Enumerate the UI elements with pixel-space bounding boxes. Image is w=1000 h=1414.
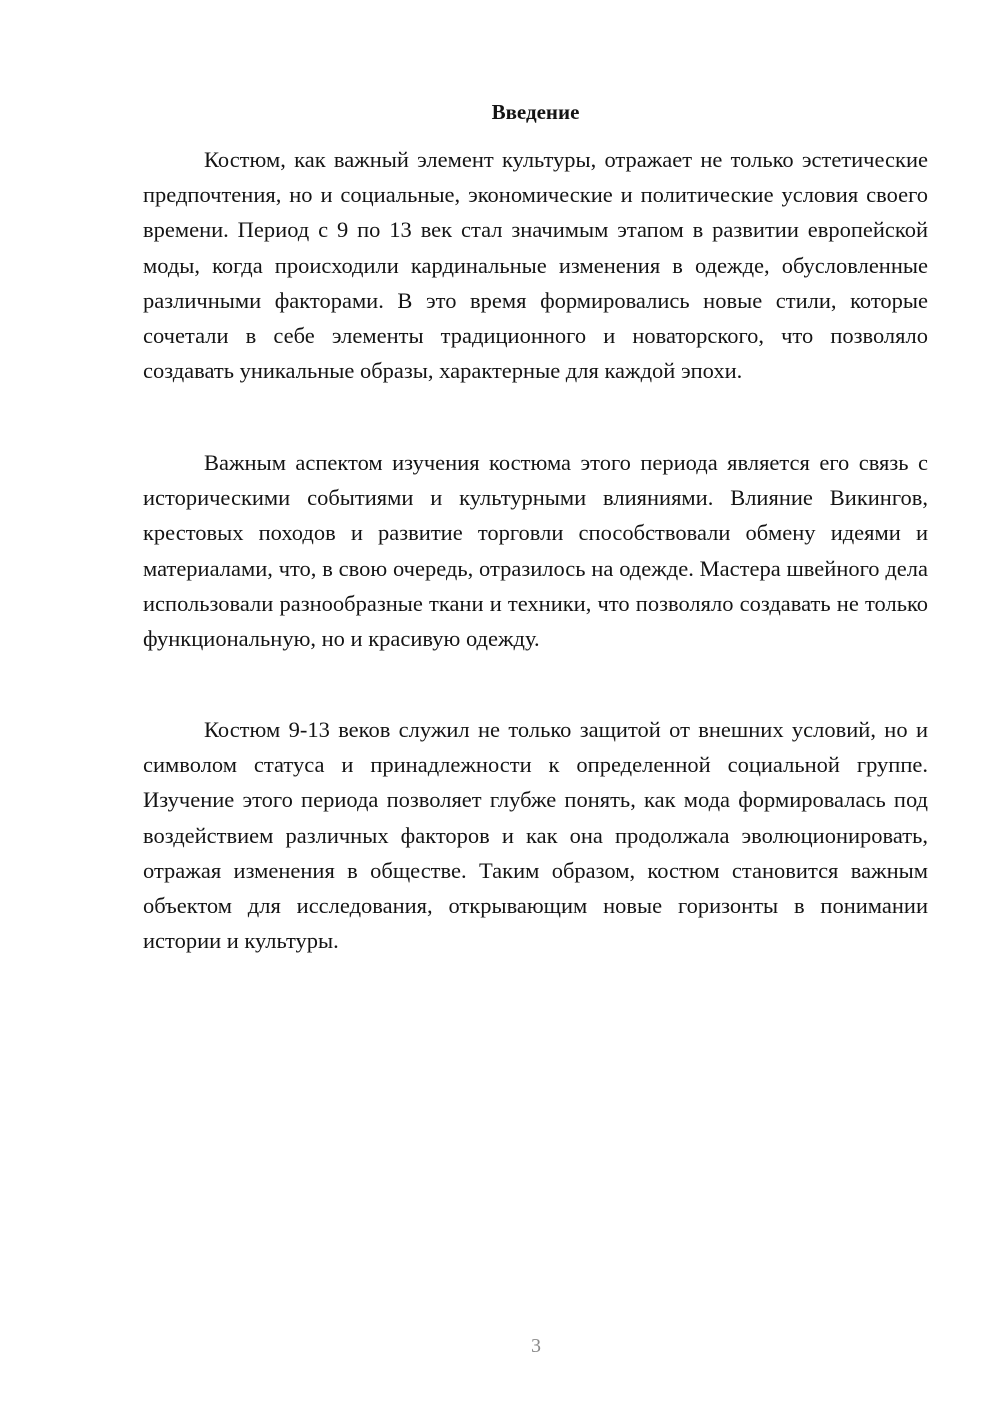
paragraph-2: Важным аспектом изучения костюма этого периода является его связь с историческими событиями и культурными влияниями. Влияние Викингов, крестовых походов и развитие торговли способствовали обмену идеями и материалами, что, в свою очередь, отразилось на одежде. Мастера швейного дела использовали разнообразные ткани и техники, что позволяло создавать не только функциональную, но и красивую одежду. [143, 450, 928, 652]
section-heading: Введение [491, 100, 580, 124]
paragraph-1: Костюм, как важный элемент культуры, отражает не только эстетические предпочтения, но и социальные, экономические и политические условия своего времени. Период с 9 по 13 век стал значимым этапом в развитии европейской моды, когда происходили кардинальные изменения в одежде, обусловленные различными факторами. В это время формировались новые стили, которые сочетали в себе элементы традиционного и новаторского, что позволяло создавать уникальные образы, характерные для каждой эпохи. [143, 147, 928, 384]
paragraph-3: Костюм 9-13 веков служил не только защитой от внешних условий, но и символом статуса и принадлежности к определенной социальной группе. Изучение этого периода позволяет глубже понять, как мода формировалась под воздействием различных факторов и как она продолжала эволюционировать, отражая изменения в обществе. Таким образом, костюм становится важным объектом для исследования, открывающим новые горизонты в понимании истории и культуры. [143, 717, 928, 954]
page-number: 3 [531, 1335, 541, 1357]
